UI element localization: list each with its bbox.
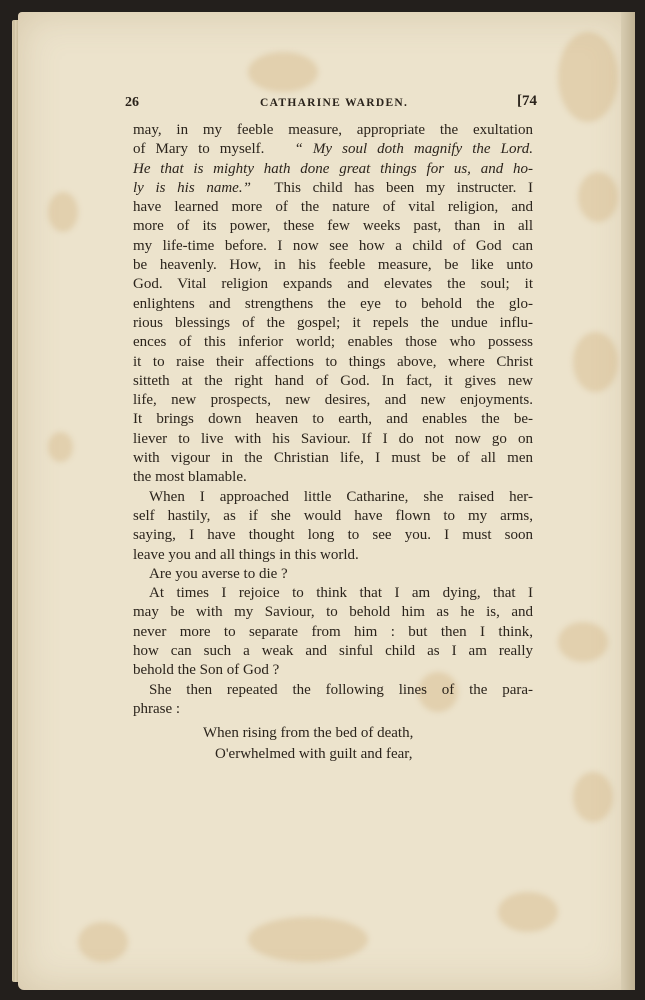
verse-line: When rising from the bed of death, [203, 725, 414, 742]
text-line: phrase : [133, 700, 181, 717]
page-number: 26 [125, 95, 139, 110]
text-line: behold the Son of God ? [133, 662, 280, 679]
text-line: saying, I have thought long to see you. I must soon [133, 527, 533, 544]
foxing-stain [558, 32, 618, 122]
text-line: the most blamable. [133, 469, 247, 486]
text-line: self hastily, as if she would have flown to my arms, [133, 507, 533, 524]
text-line: It brings down heaven to earth, and enables the be- [133, 411, 533, 428]
running-title: CATHARINE WARDEN. [260, 97, 409, 109]
text-line: leave you and all things in this world. [133, 546, 359, 563]
text-line: ences of this inferior world; enables those who possess [133, 334, 533, 351]
text-line: liever to live with his Saviour. If I do not now go on [133, 430, 533, 447]
text-line: how can such a weak and sinful child as I am really [133, 643, 533, 660]
text-line: with vigour in the Christian life, I must be of all men [133, 450, 533, 467]
text-line: ly is his name.” This child has been my instructer. I [133, 179, 534, 196]
scripture-quote: ly is his name.” [133, 179, 251, 196]
text-line: may be with my Saviour, to behold him as he is, and [133, 604, 533, 621]
text-line: God. Vital religion expands and elevates the soul; it [133, 276, 533, 293]
text-line: of Mary to myself. “ My soul doth magnify the Lord. [133, 141, 533, 158]
foxing-stain [573, 772, 613, 822]
text-line: may, in my feeble measure, appropriate the exultation [133, 122, 533, 138]
text-line: it to raise their affections to things above, where Christ [133, 353, 533, 370]
text-line: life, new prospects, new desires, and new enjoyments. [133, 392, 533, 409]
text-line: never more to separate from him : but then I think, [133, 623, 533, 640]
text-line: Are you averse to die ? [149, 565, 288, 582]
signature-mark: [74 [517, 93, 537, 109]
foxing-stain [248, 917, 368, 962]
text-line: have learned more of the nature of vital religion, and [133, 199, 533, 216]
page-gutter [621, 12, 635, 990]
foxing-stain [558, 622, 608, 662]
text-line: She then repeated the following lines of the para- [149, 681, 533, 698]
text-line: be heavenly. How, in his feeble measure, be like unto [133, 257, 533, 274]
foxing-stain [573, 332, 618, 392]
running-header [125, 93, 537, 121]
foxing-stain [248, 52, 318, 92]
scripture-quote-line: He that is mighty hath done great things for us, and ho- [133, 160, 533, 177]
foxing-stain [48, 432, 73, 462]
foxing-stain [48, 192, 78, 232]
text-line: At times I rejoice to think that I am dying, that I [149, 585, 533, 602]
foxing-stain [498, 892, 558, 932]
verse-line: O'erwhelmed with guilt and fear, [215, 746, 413, 763]
text-line: more of its power, these few weeks past, than in all [133, 218, 533, 235]
text-line: sitteth at the right hand of God. In fact, it gives new [133, 372, 533, 389]
text-line: enlightens and strengthens the eye to behold the glo- [133, 295, 533, 312]
text-line: rious blessings of the gospel; it repels the undue influ- [133, 314, 533, 331]
scripture-quote: “ My soul doth magnify the Lord. [294, 141, 533, 158]
text-line: When I approached little Catharine, she raised her- [149, 488, 533, 505]
foxing-stain [78, 922, 128, 962]
text-line: my life-time before. I now see how a child of God can [133, 237, 533, 254]
foxing-stain [578, 172, 618, 222]
page-text-block [125, 93, 537, 765]
